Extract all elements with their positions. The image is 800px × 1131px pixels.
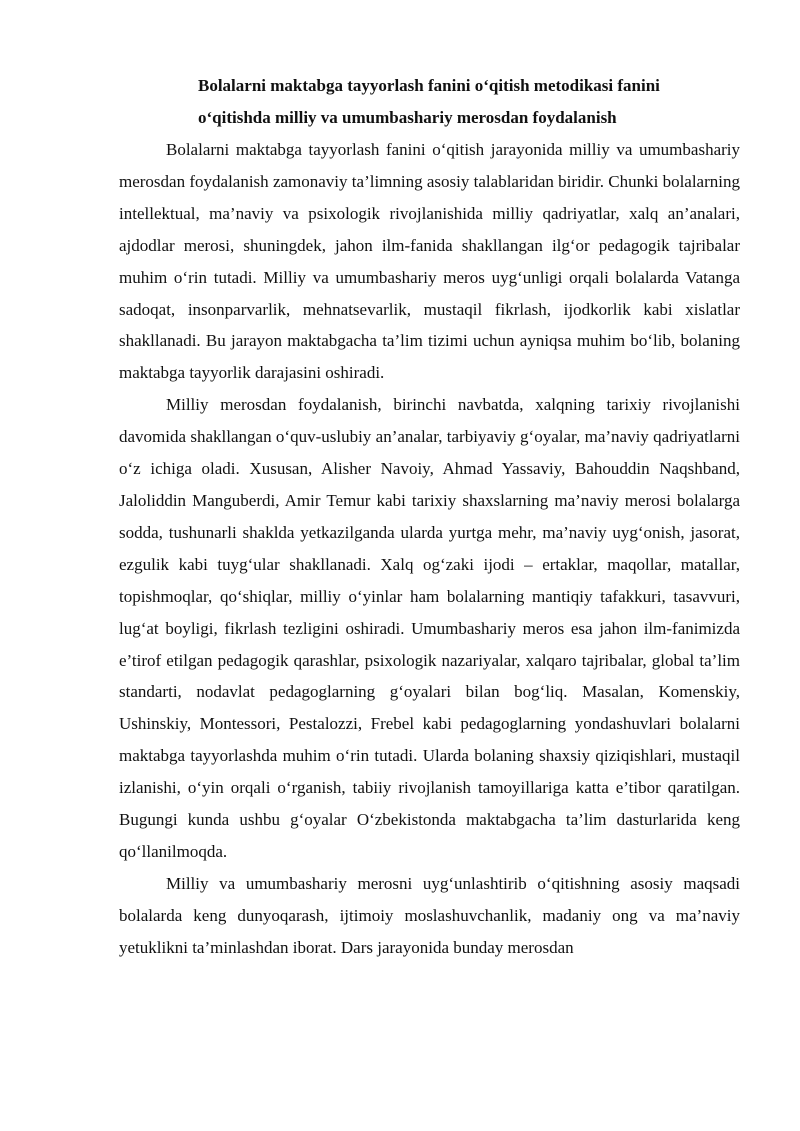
paragraph-1: Bolalarni maktabga tayyorlash fanini o‘qitish jarayonida milliy va umumbashariy merosdan foydalanish zamonaviy ta’limning asosiy talablaridan biridir. Chunki bolalarning intellektual, ma’naviy va psixologik rivojlanishida milliy qadriyatlar, xalq an’analari, ajdodlar merosi, shuningdek, jahon ilm-fanida shakllangan ilg‘or pedagogik tajribalar muhim o‘rin tutadi. Milliy va umumbashariy meros uyg‘unligi orqali bolalarda Vatanga sadoqat, insonparvarlik, mehnatsevarlik, mustaqil fikrlash, ijodkorlik kabi xislatlar shakllanadi. Bu jarayon maktabgacha ta’lim tizimi uchun ayniqsa muhim bo‘lib, bolaning maktabga tayyorlik darajasini oshiradi. [119, 140, 740, 383]
title-line-1: Bolalarni maktabga tayyorlash fanini o‘qitish metodikasi fanini [198, 76, 660, 95]
title-line-2: o‘qitishda milliy va umumbashariy merosdan foydalanish [198, 108, 617, 127]
document-page [119, 70, 740, 964]
document-title [198, 70, 740, 134]
paragraph-2: Milliy merosdan foydalanish, birinchi navbatda, xalqning tarixiy rivojlanishi davomida shakllangan o‘quv-uslubiy an’analar, tarbiyaviy g‘oyalar, ma’naviy qadriyatlarni o‘z ichiga oladi. Xususan, Alisher Navoiy, Ahmad Yassaviy, Bahouddin Naqshband, Jaloliddin Manguberdi, Amir Temur kabi tarixiy shaxslarning ma’naviy merosi bolalarga sodda, tushunarli shaklda yetkazilganda ularda yurtga mehr, ma’naviy uyg‘onish, jasorat, ezgulik kabi tuyg‘ular shakllanadi. Xalq og‘zaki ijodi – ertaklar, maqollar, matallar, topishmoqlar, qo‘shiqlar, milliy o‘yinlar ham bolalarning mantiqiy tafakkuri, tasavvuri, lug‘at boyligi, fikrlash tezligini oshiradi. Umumbashariy meros esa jahon ilm-fanimizda e’tirof etilgan pedagogik qarashlar, psixologik nazariyalar, xalqaro tajribalar, global ta’lim standarti, nodavlat pedagoglarning g‘oyalari bilan bog‘liq. Masalan, Komenskiy, Ushinskiy, Montessori, Pestalozzi, Frebel kabi pedagoglarning yondashuvlari bolalarni maktabga tayyorlashda muhim o‘rin tutadi. Ularda bolaning shaxsiy qiziqishlari, mustaqil izlanishi, o‘yin orqali o‘rganish, tabiiy rivojlanish tamoyillariga katta e’tibor qaratilgan. Bugungi kunda ushbu g‘oyalar O‘zbekistonda maktabgacha ta’lim dasturlarida keng qo‘llanilmoqda. [119, 395, 740, 861]
paragraph-3: Milliy va umumbashariy merosni uyg‘unlashtirib o‘qitishning asosiy maqsadi bolalarda keng dunyoqarash, ijtimoiy moslashuvchanlik, madaniy ong va ma’naviy yetuklikni ta’minlashdan iborat. Dars jarayonida bunday merosdan [119, 873, 740, 957]
